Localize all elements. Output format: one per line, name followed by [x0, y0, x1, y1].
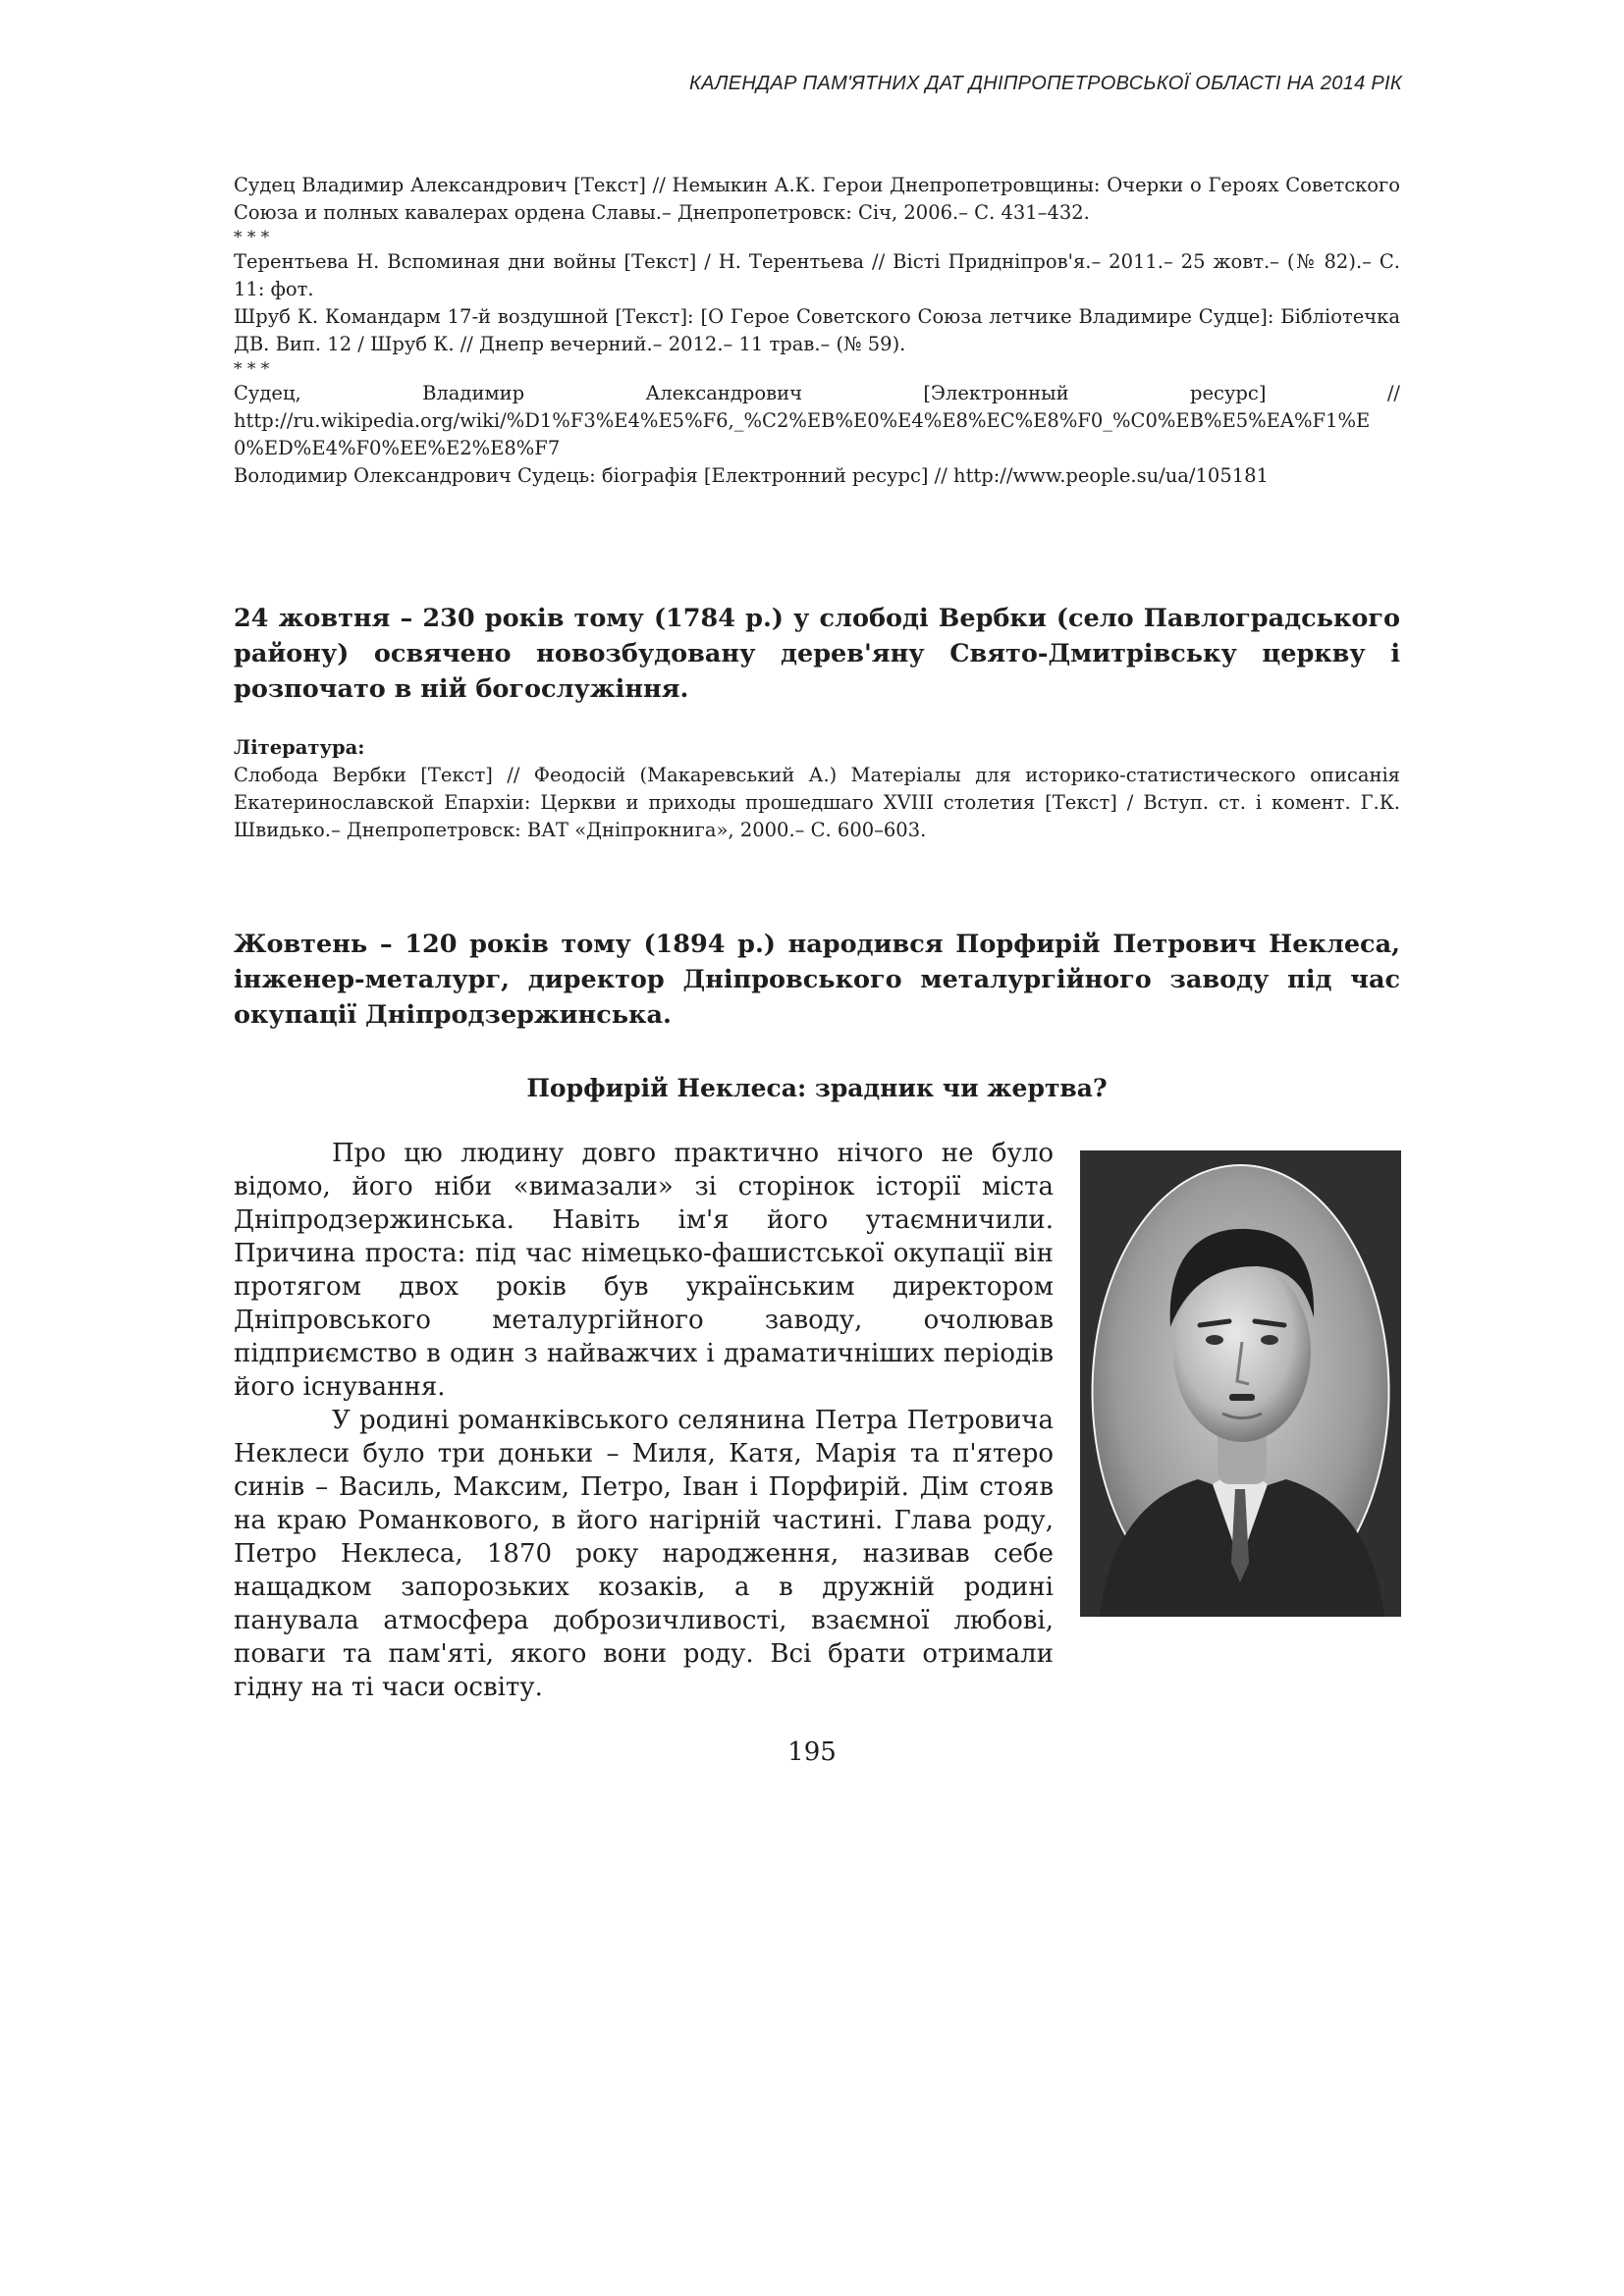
portrait-photo — [1080, 1150, 1401, 1617]
section-heading: 24 жовтня – 230 років тому (1784 р.) у слободі Вербки (село Павлоградського району) освячено новозбудовану дерев'яну Свято-Дмитрівську церкву і розпочато в ній богослужіння. — [234, 604, 1400, 704]
section-verbky — [234, 601, 1400, 844]
reference-entry: Судец Владимир Александрович [Текст] // Немыкин А.К. Герои Днепропетровщины: Очерки о Героях Советского Союза и полных кавалерах ордена Славы.– Днепропетровск: Січ, 2006.– С. 431–432. — [234, 174, 1400, 224]
section-neklesa — [234, 927, 1400, 1102]
separator: * * * — [234, 359, 270, 379]
article-paragraph: Про цю людину довго практично нічого не було відомо, його ніби «вимазали» зі сторінок історії міста Дніпродзержинська. Навіть ім'я його утаємничили. Причина проста: під час німецько-фашистської окупації він протягом двох років був українським директором Дніпровського металургійного заводу, очолював підприємство в один з найважчих і драматичніших періодів його існування. — [234, 1139, 1054, 1402]
separator: * * * — [234, 228, 270, 247]
reference-entry: Судец, Владимир Александрович [Электронный ресурс] // — [234, 382, 1400, 404]
reference-url: http://ru.wikipedia.org/wiki/%D1%F3%E4%E5%F6,_%C2%EB%E0%E4%E8%EC%E8%F0_%C0%EB%E5%EA%F1%E0%ED%E4%F0%EE%E2%E8%F7 — [234, 409, 1371, 459]
section-heading: Жовтень – 120 років тому (1894 р.) народився Порфирій Петрович Неклеса, інженер-металург, директор Дніпровського металургійного заводу під час окупації Дніпродзержинська. — [234, 930, 1400, 1030]
literature-label: Література: — [234, 736, 365, 759]
references-list — [234, 172, 1400, 490]
article-body — [234, 1137, 1054, 1704]
literature-entry: Слобода Вербки [Текст] // Феодосій (Макаревський А.) Матеріалы для историко-статистического описанія Екатеринославской Епархіи: Церкви и приходы прошедшаго XVIII столетия [Текст] / Вступ. ст. і комент. Г.К. Швидько.– Днепропетровск: ВАТ «Дніпрокнига», 2000.– С. 600–603. — [234, 764, 1400, 841]
reference-entry: Володимир Олександрович Судець: біографія [Електронний ресурс] // http://www.people.su/ua/105181 — [234, 464, 1269, 487]
page-number: 195 — [787, 1737, 837, 1767]
running-header: КАЛЕНДАР ПАМ'ЯТНИХ ДАТ ДНІПРОПЕТРОВСЬКОЇ ОБЛАСТІ НА 2014 РІК — [689, 73, 1402, 94]
article-paragraph: У родині романківського селянина Петра Петровича Неклеси було три доньки – Миля, Катя, Марія та п'ятеро синів – Василь, Максим, Петро, Іван і Порфирій. Дім стояв на краю Романкового, в його нагірній частині. Глава роду, Петро Неклеса, 1870 року народження, називав себе нащадком запорозьких козаків, а в дружній родині панувала атмосфера доброзичливості, взаємної любові, поваги та пам'яті, якого вони роду. Всі брати отримали гідну на ті часи освіту. — [234, 1406, 1054, 1702]
article-title: Порфирій Неклеса: зрадник чи жертва? — [526, 1074, 1108, 1102]
reference-entry: Шруб К. Командарм 17-й воздушной [Текст]: [О Герое Советского Союза летчике Владимире Судце]: Бібліотечка ДВ. Вип. 12 / Шруб К. // Днепр вечерний.– 2012.– 11 трав.– (№ 59). — [234, 305, 1400, 355]
reference-entry: Терентьева Н. Вспоминая дни войны [Текст] / Н. Терентьева // Вісті Придніпров'я.– 2011.– 25 жовт.– (№ 82).– С. 11: фот. — [234, 250, 1400, 300]
